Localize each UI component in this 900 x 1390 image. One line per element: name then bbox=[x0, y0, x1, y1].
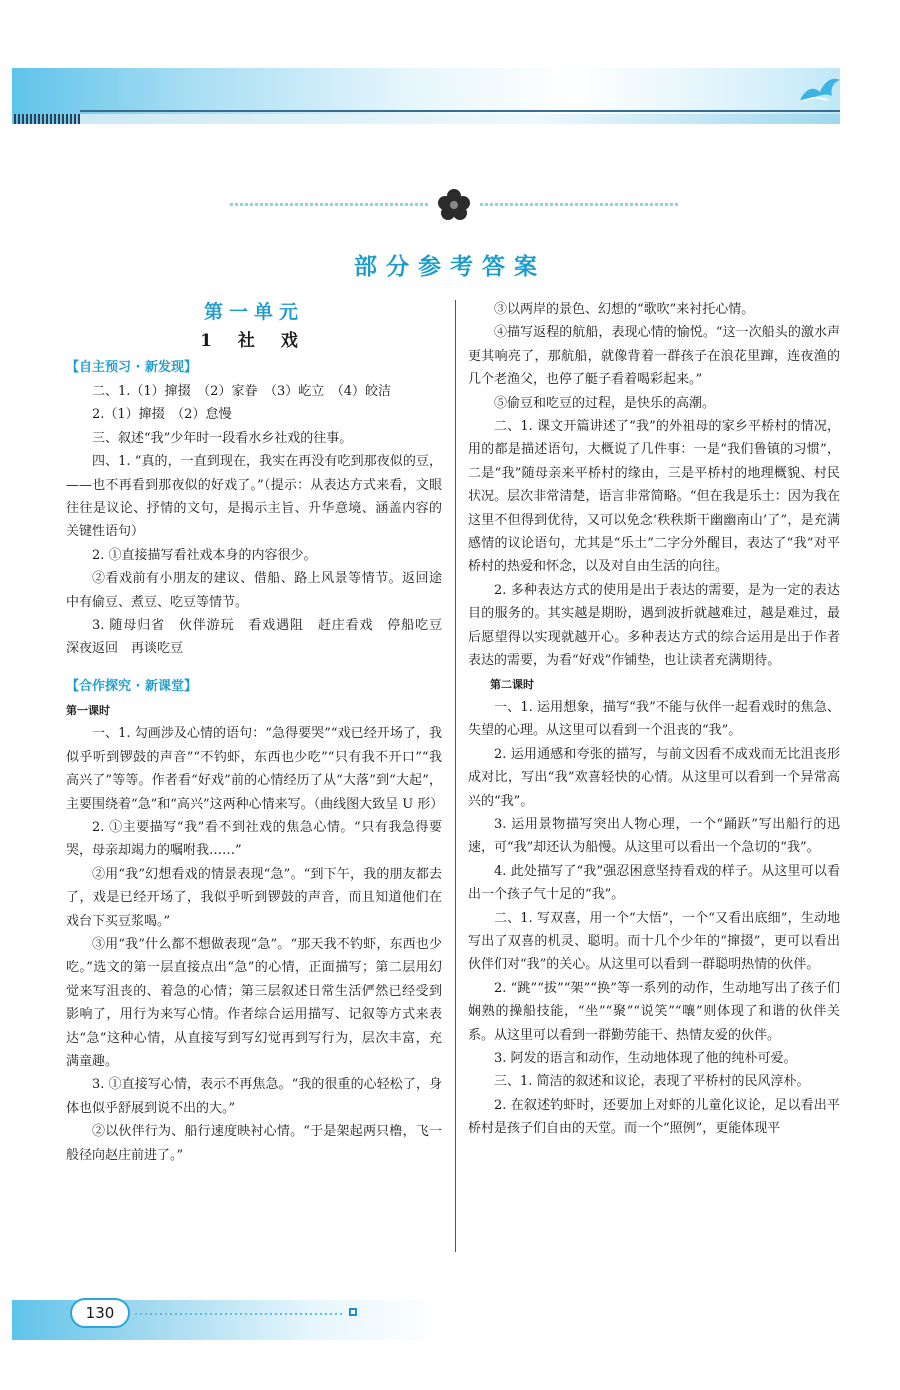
ornament-left-dots bbox=[230, 203, 430, 206]
answer-paragraph: 二、1.（1）撺掇 （2）家眷 （3）屹立 （4）皎洁 bbox=[92, 384, 391, 399]
answer-paragraph: 3. 运用景物描写突出人物心理，一个“踊跃”写出船行的迅速，可“我”却还认为船慢。从这里可以看出一个急切的“我”。 bbox=[468, 816, 840, 856]
answer-paragraph: 3. 随母归省 伙伴游玩 看戏遇阻 赶庄看戏 停船吃豆 深夜返回 再谈吃豆 bbox=[66, 618, 456, 657]
answer-paragraph: 一、1. 运用想象，描写“我”不能与伙伴一起看戏时的焦急、失望的心理。从这里可以看到一个沮丧的“我”。 bbox=[468, 699, 840, 739]
answer-paragraph: 2.（1）撺掇 （2）怠慢 bbox=[92, 407, 232, 423]
answer-paragraph: 2. 运用通感和夸张的描写，与前文因看不成戏而无比沮丧形成对比，写出“我”欢喜轻快的心情。从这里可以看到一个异常高兴的“我”。 bbox=[468, 746, 840, 809]
answer-paragraph: 四、1. “真的，一直到现在，我实在再没有吃到那夜似的豆，——也不再看到那夜似的好戏了。”（提示：从表达方式来看，文眼往往是议论、抒情的文句，是揭示主旨、升华意境、涵盖内容的关键性语句） bbox=[66, 454, 442, 540]
answer-paragraph: 二、1. 课文开篇讲述了“我”的外祖母的家乡平桥村的情况，用的都是描述语句，大概说了几件事：一是“我们鲁镇的习惯”，二是“我”随母亲来平桥村的缘由，三是平桥村的地理概貌、村民状况。层次非常清楚，语言非常简略。“但在我是乐土：因为我在这里不但得到优待，又可以免念‘秩秩斯干幽幽南山’了”，是充满感情的议论语句，尤其是“乐土”二字分外醒目，表达了“我”对平桥村的热爱和怀念，以及对自由生活的向往。 bbox=[468, 419, 840, 575]
footer-dots bbox=[135, 1313, 345, 1315]
header-underband bbox=[80, 114, 840, 124]
answer-paragraph: 2. ①直接描写看社戏本身的内容很少。 bbox=[92, 547, 317, 563]
answer-paragraph: ④描写返程的航船，表现心情的愉悦。“这一次船头的激水声更其响亮了，那航船，就像背着一群孩子在浪花里蹿，连夜渔的几个老渔父，也停了艇子看着喝彩起来。” bbox=[468, 325, 840, 388]
column-divider bbox=[455, 300, 456, 1252]
answer-paragraph: ③用“我”什么都不想做表现“急”。“那天我不钓虾，东西也少吃。”选文的第一层直接点出“急”的心情，正面描写；第二层用幻觉来写沮丧的、着急的心情；第三层叙述日常生活俨然已经受到影响了，用行为来写心情。作者综合运用描写、记叙等方式来表达“急”这种心情，从直接写到写幻觉再到写行为，层次丰富，充满童趣。 bbox=[66, 936, 442, 1069]
answer-paragraph: 3. ①直接写心情，表示不再焦急。“我的很重的心轻松了，身体也似乎舒展到说不出的大。” bbox=[66, 1077, 442, 1116]
lesson-period-heading: 第一课时 bbox=[66, 703, 110, 717]
answer-paragraph: ②以伙伴行为、船行速度映衬心情。“于是架起两只橹，飞一般径向赵庄前进了。” bbox=[66, 1124, 442, 1163]
answer-paragraph: 三、1. 简洁的叙述和议论，表现了平桥村的民风淳朴。 bbox=[494, 1074, 810, 1090]
footer-square-icon bbox=[349, 1308, 357, 1316]
unit-title: 第一单元 bbox=[203, 301, 304, 323]
lesson-title: 1 社 戏 bbox=[200, 331, 308, 351]
answer-paragraph: 3. 阿发的语言和动作，生动地体现了他的纯朴可爱。 bbox=[494, 1051, 797, 1066]
wave-icon bbox=[798, 74, 842, 104]
answer-paragraph: 一、1. 勾画涉及心情的语句：“急得要哭”“戏已经开场了，我似乎听到锣鼓的声音”“不钓虾，东西也少吃”“只有我不开口”“我高兴了”等等。作者看“好戏”前的心情经历了从“大落”到“大起”，主要围绕着“急”和“高兴”这两种心情来写。（曲线图大致呈 U 形） bbox=[66, 726, 444, 812]
answer-paragraph: 二、1. 写双喜，用一个“大悟”，一个“又看出底细”，生动地写出了双喜的机灵、聪明。而十几个少年的“撺掇”，更可以看出伙伴们对“我”的关心。从这里可以看到一群聪明热情的伙伴。 bbox=[468, 910, 840, 973]
answer-paragraph: 2. 在叙述钓虾时，还要加上对虾的儿童化议论，足以看出平桥村是孩子们自由的天堂。而一个“照例”，更能体现平 bbox=[468, 1097, 840, 1137]
lesson-period-heading: 第二课时 bbox=[490, 677, 534, 691]
answer-paragraph: ②看戏前有小朋友的建议、借船、路上风景等情节。返回途中有偷豆、煮豆、吃豆等情节。 bbox=[66, 571, 442, 610]
header-rule bbox=[80, 110, 840, 112]
right-column bbox=[468, 298, 840, 1141]
answer-paragraph: ③以两岸的景色、幻想的“歌吹”来衬托心情。 bbox=[494, 302, 755, 317]
flower-icon bbox=[436, 188, 472, 222]
section-heading-preview: 【自主预习 · 新发现】 bbox=[66, 360, 197, 375]
answer-paragraph: ⑤偷豆和吃豆的过程，是快乐的高潮。 bbox=[494, 395, 716, 411]
answer-paragraph: 三、叙述“我”少年时一段看水乡社戏的往事。 bbox=[92, 430, 353, 446]
ornament-right-dots bbox=[480, 203, 680, 206]
answer-paragraph: 2. 多种表达方式的使用是出于表达的需要，是为一定的表达目的服务的。其实越是期盼，遇到波折就越难过，越是难过，最后愿望得以实现就越开心。多种表达方式的综合运用是出于作者表达的需要，为看“好戏”作铺垫，也让读者充满期待。 bbox=[468, 582, 840, 669]
header-ticks bbox=[14, 114, 80, 124]
answer-paragraph: 2. “跳”“拔”“架”“换”等一系列的动作，生动地写出了孩子们娴熟的操船技能，“坐”“聚”“说笑”“嚷”则体现了和谐的伙伴关系。从这里可以看到一群勤劳能干、热情友爱的伙伴。 bbox=[468, 980, 840, 1043]
answer-paragraph: ②用“我”幻想看戏的情景表现“急”。“到下午，我的朋友都去了，戏是已经开场了，我似乎听到锣鼓的声音，而且知道他们在戏台下买豆浆喝。” bbox=[66, 866, 442, 929]
page-number: 130 bbox=[70, 1298, 130, 1328]
answer-paragraph: 2. ①主要描写“我”看不到社戏的焦急心情。“只有我急得要哭，母亲却竭力的嘱咐我……” bbox=[66, 819, 442, 859]
answer-paragraph: 4. 此处描写了“我”强忍困意坚持看戏的样子。从这里可以看出一个孩子气十足的“我”。 bbox=[468, 863, 840, 903]
left-column bbox=[66, 298, 456, 1167]
page-title: 部分参考答案 bbox=[354, 254, 546, 280]
section-heading-explore: 【合作探究 · 新课堂】 bbox=[66, 678, 197, 694]
